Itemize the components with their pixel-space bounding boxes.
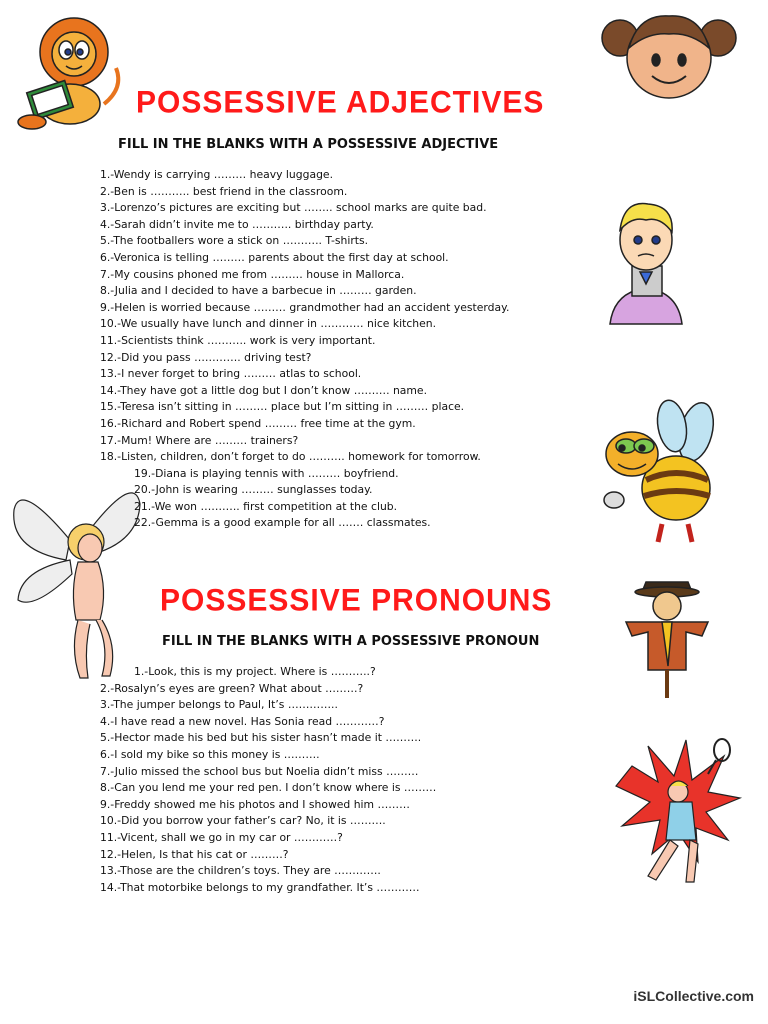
- list-item: 1.-Wendy is carrying ……… heavy luggage.: [100, 168, 334, 181]
- list-item: 15.-Teresa isn’t sitting in ……… place but I’m sitting in ……… place.: [100, 400, 465, 414]
- list-item: 13.-I never forget to bring ……… atlas to school.: [100, 367, 362, 381]
- list-item: 6.-I sold my bike so this money is ……….: [100, 747, 320, 761]
- list-item: 13.-Those are the children’s toys. They are ………….: [100, 864, 381, 878]
- list-item: 12.-Did you pass …………. driving test?: [100, 350, 312, 364]
- list-item: 21.-We won ……….. first competition at the club.: [134, 499, 398, 513]
- list-item: 1.-Look, this is my project. Where is ………..?: [134, 665, 376, 678]
- adjectives-exercise-list: [100, 167, 509, 532]
- list-item: 5.-Hector made his bed but his sister hasn’t made it ……….: [100, 731, 422, 745]
- adjectives-title: POSSESSIVE ADJECTIVES: [136, 85, 545, 120]
- list-item: 4.-I have read a new novel. Has Sonia read …………?: [100, 714, 385, 728]
- bee-illustration: [592, 396, 728, 546]
- adjectives-instruction: FILL IN THE BLANKS WITH A POSSESSIVE ADJECTIVE: [118, 137, 499, 152]
- boy-with-badge-illustration: [604, 196, 688, 326]
- list-item: 6.-Veronica is telling ……… parents about the first day at school.: [100, 250, 449, 264]
- list-item: 10.-We usually have lunch and dinner in ………… nice kitchen.: [100, 317, 437, 331]
- list-item: 11.-Vicent, shall we go in my car or …………?: [100, 830, 343, 844]
- list-item: 14.-That motorbike belongs to my grandfather. It’s …………: [100, 880, 420, 894]
- list-item: 11.-Scientists think ……….. work is very important.: [100, 333, 376, 347]
- list-item: 3.-The jumper belongs to Paul, It’s …………..: [100, 698, 338, 712]
- list-item: 7.-My cousins phoned me from ……… house in Mallorca.: [100, 267, 405, 281]
- list-item: 17.-Mum! Where are ……… trainers?: [100, 433, 299, 447]
- site-watermark: iSLCollective.com: [633, 988, 754, 1004]
- tennis-player-illustration: [612, 736, 746, 892]
- list-item: 10.-Did you borrow your father’s car? No, it is ……….: [100, 814, 386, 828]
- list-item: 8.-Julia and I decided to have a barbecue in ……… garden.: [100, 284, 417, 298]
- pronouns-title: POSSESSIVE PRONOUNS: [160, 583, 553, 618]
- list-item: 19.-Diana is playing tennis with ……… boyfriend.: [134, 466, 399, 480]
- list-item: 18.-Listen, children, don’t forget to do ………. homework for tomorrow.: [100, 450, 481, 464]
- list-item: 9.-Freddy showed me his photos and I showed him ………: [100, 797, 410, 811]
- list-item: 14.-They have got a little dog but I don’t know ………. name.: [100, 383, 428, 397]
- pronouns-instruction: FILL IN THE BLANKS WITH A POSSESSIVE PRONOUN: [162, 634, 540, 649]
- pronouns-exercise-list: [100, 664, 436, 896]
- girl-face-illustration: [598, 4, 740, 104]
- list-item: 16.-Richard and Robert spend ……… free time at the gym.: [100, 416, 416, 430]
- list-item: 12.-Helen, Is that his cat or ………?: [100, 847, 289, 861]
- list-item: 4.-Sarah didn’t invite me to ……….. birthday party.: [100, 217, 374, 231]
- list-item: 2.-Ben is ……….. best friend in the classroom.: [100, 184, 348, 198]
- list-item: 5.-The footballers wore a stick on ……….. T-shirts.: [100, 234, 369, 248]
- list-item: 22.-Gemma is a good example for all ……. classmates.: [134, 516, 431, 530]
- list-item: 20.-John is wearing ……… sunglasses today.: [134, 483, 373, 497]
- lion-reading-illustration: [8, 8, 134, 134]
- list-item: 2.-Rosalyn’s eyes are green? What about ………?: [100, 681, 364, 695]
- list-item: 3.-Lorenzo’s pictures are exciting but …….. school marks are quite bad.: [100, 201, 487, 215]
- list-item: 9.-Helen is worried because ……… grandmother had an accident yesterday.: [100, 300, 510, 314]
- list-item: 8.-Can you lend me your red pen. I don’t know where is ………: [100, 781, 437, 795]
- list-item: 7.-Julio missed the school bus but Noelia didn’t miss ………: [100, 764, 419, 778]
- scarecrow-illustration: [622, 570, 712, 700]
